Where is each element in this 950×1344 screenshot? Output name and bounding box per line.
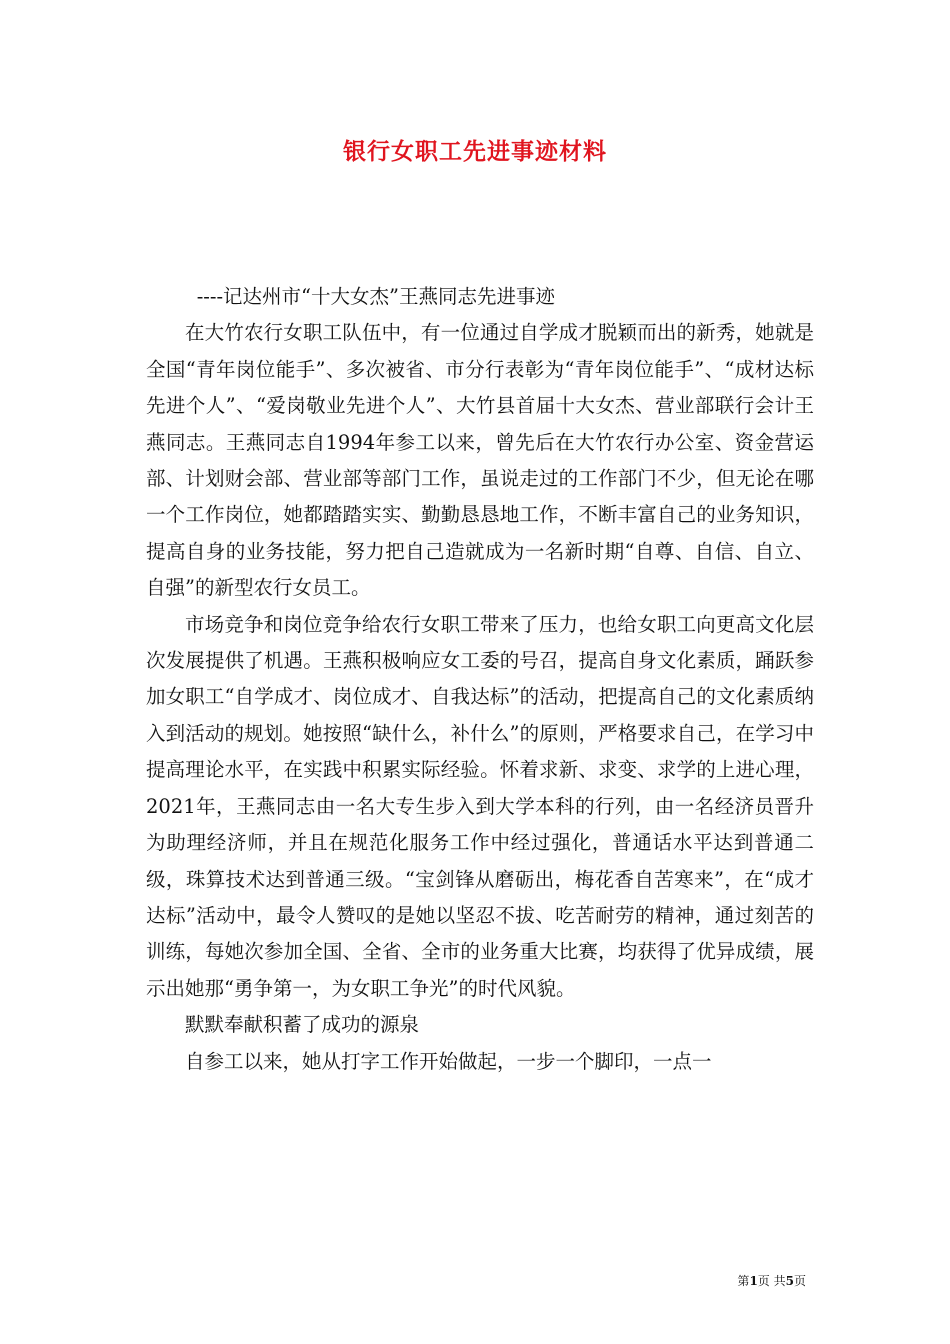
- document-title: 银行女职工先进事迹材料: [343, 138, 607, 165]
- document-body: [146, 279, 814, 1080]
- footer-middle: 页 共: [757, 1274, 786, 1288]
- section-heading: 默默奉献积蓄了成功的源泉: [185, 1013, 420, 1037]
- footer-total-pages: 5: [785, 1274, 794, 1288]
- footer-prefix: 第: [737, 1274, 750, 1288]
- paragraph-1: 在大竹农行女职工队伍中，有一位通过自学成才脱颖而出的新秀，她就是全国“青年岗位能手”、多次被省、市分行表彰为“青年岗位能手”、“成材达标先进个人”、“爱岗敬业先进个人”、大竹县首届十大女杰、营业部联行会计王燕同志。王燕同志自1994年参工以来，曾先后在大竹农行办公室、资金营运部、计划财会部、营业部等部门工作，虽说走过的工作部门不少，但无论在哪一个工作岗位，她都踏踏实实、勤勤恳恳地工作，不断丰富自己的业务知识，提高自身的业务技能，努力把自己造就成为一名新时期“自尊、自信、自立、自强”的新型农行女员工。: [146, 321, 814, 600]
- footer-page-number: 1: [749, 1274, 758, 1288]
- document-subtitle: ----记达州市“十大女杰”王燕同志先进事迹: [196, 285, 555, 308]
- footer-suffix: 页: [793, 1274, 806, 1288]
- paragraph-2: 市场竞争和岗位竞争给农行女职工带来了压力，也给女职工向更高文化层次发展提供了机遇。王燕积极响应女工委的号召，提高自身文化素质，踊跃参加女职工“自学成才、岗位成才、自我达标”的活动，把提高自己的文化素质纳入到活动的规划。她按照“缺什么，补什么”的原则，严格要求自己，在学习中提高理论水平，在实践中积累实际经验。怀着求新、求变、求学的上进心理，2021年，王燕同志由一名大专生步入到大学本科的行列，由一名经济员晋升为助理经济师，并且在规范化服务工作中经过强化，普通话水平达到普通二级，珠算技术达到普通三级。“宝剑锋从磨砺出，梅花香自苦寒来”，在“成才达标”活动中，最令人赞叹的是她以坚忍不拔、吃苦耐劳的精神，通过刻苦的训练，每她次参加全国、全省、全市的业务重大比赛，均获得了优异成绩，展示出她那“勇争第一，为女职工争光”的时代风貌。: [146, 612, 814, 1000]
- paragraph-3: 自参工以来，她从打字工作开始做起，一步一个脚印，一点一: [185, 1049, 712, 1073]
- page-number-footer: [737, 1272, 806, 1289]
